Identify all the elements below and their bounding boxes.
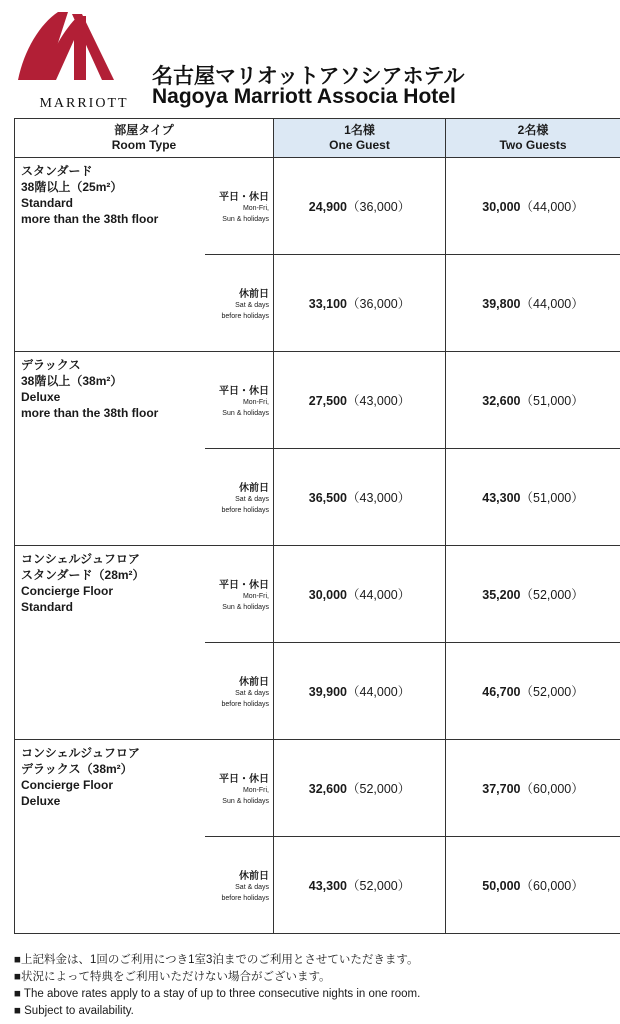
price-two-guests <box>446 643 620 740</box>
price-value: 30,000 <box>482 200 521 214</box>
header-one-guest-jp: 1名様 <box>344 123 375 137</box>
footnote: ■ The above rates apply to a stay of up to three consecutive nights in one room. <box>14 988 421 1000</box>
price-value: 46,700 <box>482 685 521 699</box>
room-line: コンシェルジュフロア <box>21 746 140 760</box>
day-label-en: Mon-Fri, <box>242 592 269 600</box>
price-value: 35,200 <box>482 588 521 602</box>
price-regular: （36,000） <box>347 200 411 214</box>
header-room-type-jp: 部屋タイプ <box>114 123 174 137</box>
rate-table <box>14 118 620 934</box>
day-label-jp: 平日・休日 <box>219 385 269 397</box>
price-regular: （52,000） <box>520 588 584 602</box>
room-line: Standard <box>21 600 74 614</box>
hotel-name-japanese: 名古屋マリオットアソシアホテル <box>152 65 465 88</box>
footnotes <box>14 952 420 1020</box>
day-label-jp: 休前日 <box>239 482 269 494</box>
day-label-en: Sun & holidays <box>222 409 269 417</box>
price-value: 33,100 <box>308 297 347 311</box>
price-value: 39,900 <box>308 685 347 699</box>
room-line: Standard <box>21 196 74 210</box>
header-one-guest <box>274 119 446 158</box>
price-one-guest <box>274 837 446 934</box>
price-value: 50,000 <box>482 879 521 893</box>
price-one-guest <box>274 255 446 352</box>
price-value: 30,000 <box>308 588 347 602</box>
day-label-en: before holidays <box>221 506 269 514</box>
table-row <box>15 352 620 449</box>
day-label-en: Sat & days <box>235 301 269 309</box>
price-value: 32,600 <box>482 394 521 408</box>
price-value: 37,700 <box>482 782 521 796</box>
price-one-guest <box>274 546 446 643</box>
footnote: ■上記料金は、1回のご利用につき1室3泊までのご利用とさせていただきます。 <box>14 954 419 966</box>
table-row <box>15 546 620 643</box>
price-regular: （60,000） <box>520 879 584 893</box>
price-one-guest <box>274 740 446 837</box>
price-value: 27,500 <box>308 394 347 408</box>
room-line: Deluxe <box>21 794 61 808</box>
day-type-preholiday <box>205 255 274 352</box>
day-label-en: Sat & days <box>235 689 269 697</box>
day-label-en: Mon-Fri, <box>242 204 269 212</box>
room-line: デラックス（38m²） <box>21 762 133 776</box>
day-label-en: before holidays <box>221 312 269 320</box>
day-label-jp: 休前日 <box>239 676 269 688</box>
price-regular: （43,000） <box>347 394 411 408</box>
price-regular: （52,000） <box>520 685 584 699</box>
day-label-en: Sat & days <box>235 495 269 503</box>
day-label-en: Sat & days <box>235 883 269 891</box>
room-line: スタンダード（28m²） <box>21 568 145 582</box>
room-type-cell <box>15 546 205 740</box>
price-value: 43,300 <box>482 491 521 505</box>
day-label-en: Sun & holidays <box>222 603 269 611</box>
marriott-logo <box>14 10 134 111</box>
room-line: Concierge Floor <box>21 584 114 598</box>
page-header <box>0 0 620 118</box>
room-type-cell <box>15 158 205 352</box>
price-regular: （44,000） <box>520 200 584 214</box>
day-label-en: Mon-Fri, <box>242 786 269 794</box>
room-line: more than the 38th floor <box>21 406 159 420</box>
day-type-preholiday <box>205 837 274 934</box>
price-two-guests <box>446 255 620 352</box>
room-type-cell <box>15 352 205 546</box>
price-two-guests <box>446 546 620 643</box>
price-two-guests <box>446 449 620 546</box>
price-two-guests <box>446 158 620 255</box>
price-value: 36,500 <box>308 491 347 505</box>
header-one-guest-en: One Guest <box>329 138 390 152</box>
day-label-en: Sun & holidays <box>222 797 269 805</box>
price-regular: （60,000） <box>520 782 584 796</box>
price-regular: （51,000） <box>520 491 584 505</box>
room-line: 38階以上（25m²） <box>21 180 123 194</box>
room-line: more than the 38th floor <box>21 212 159 226</box>
header-two-guests-en: Two Guests <box>499 138 567 152</box>
price-regular: （52,000） <box>347 879 411 893</box>
logo-wordmark: MARRIOTT <box>39 96 129 111</box>
price-one-guest <box>274 352 446 449</box>
table-row <box>15 740 620 837</box>
price-one-guest <box>274 449 446 546</box>
day-type-preholiday <box>205 449 274 546</box>
rate-table-container <box>14 118 620 934</box>
day-type-weekday <box>205 546 274 643</box>
price-one-guest <box>274 643 446 740</box>
room-line: Deluxe <box>21 390 61 404</box>
day-label-jp: 平日・休日 <box>219 579 269 591</box>
price-regular: （51,000） <box>520 394 584 408</box>
room-line: デラックス <box>21 358 81 372</box>
price-two-guests <box>446 740 620 837</box>
footnote: ■ Subject to availability. <box>14 1005 134 1017</box>
room-line: スタンダード <box>21 164 93 178</box>
day-label-en: before holidays <box>221 894 269 902</box>
price-two-guests <box>446 352 620 449</box>
day-label-jp: 平日・休日 <box>219 773 269 785</box>
room-line: 38階以上（38m²） <box>21 374 123 388</box>
price-value: 43,300 <box>308 879 347 893</box>
price-regular: （52,000） <box>347 782 411 796</box>
header-two-guests-jp: 2名様 <box>517 123 549 137</box>
day-label-jp: 休前日 <box>239 288 269 300</box>
room-type-cell <box>15 740 205 934</box>
header-room-type-en: Room Type <box>111 138 177 152</box>
day-type-weekday <box>205 740 274 837</box>
price-regular: （36,000） <box>347 297 411 311</box>
room-line: コンシェルジュフロア <box>21 552 140 566</box>
table-header-row <box>15 119 620 158</box>
price-two-guests <box>446 837 620 934</box>
hotel-name-english: Nagoya Marriott Associa Hotel <box>152 85 456 108</box>
price-value: 32,600 <box>308 782 347 796</box>
day-label-en: before holidays <box>221 700 269 708</box>
day-type-preholiday <box>205 643 274 740</box>
footnote: ■状況によって特典をご利用いただけない場合がございます。 <box>14 971 331 983</box>
price-regular: （44,000） <box>520 297 584 311</box>
day-label-jp: 平日・休日 <box>219 191 269 203</box>
day-type-weekday <box>205 352 274 449</box>
price-one-guest <box>274 158 446 255</box>
table-row <box>15 158 620 255</box>
day-label-en: Mon-Fri, <box>242 398 269 406</box>
marriott-m-icon <box>16 10 116 88</box>
day-label-jp: 休前日 <box>239 870 269 882</box>
price-regular: （44,000） <box>347 588 411 602</box>
day-type-weekday <box>205 158 274 255</box>
price-value: 39,800 <box>482 297 521 311</box>
price-regular: （44,000） <box>347 685 411 699</box>
day-label-en: Sun & holidays <box>222 215 269 223</box>
header-room-type <box>15 119 274 158</box>
price-value: 24,900 <box>308 200 347 214</box>
price-regular: （43,000） <box>347 491 411 505</box>
header-two-guests <box>446 119 620 158</box>
room-line: Concierge Floor <box>21 778 114 792</box>
